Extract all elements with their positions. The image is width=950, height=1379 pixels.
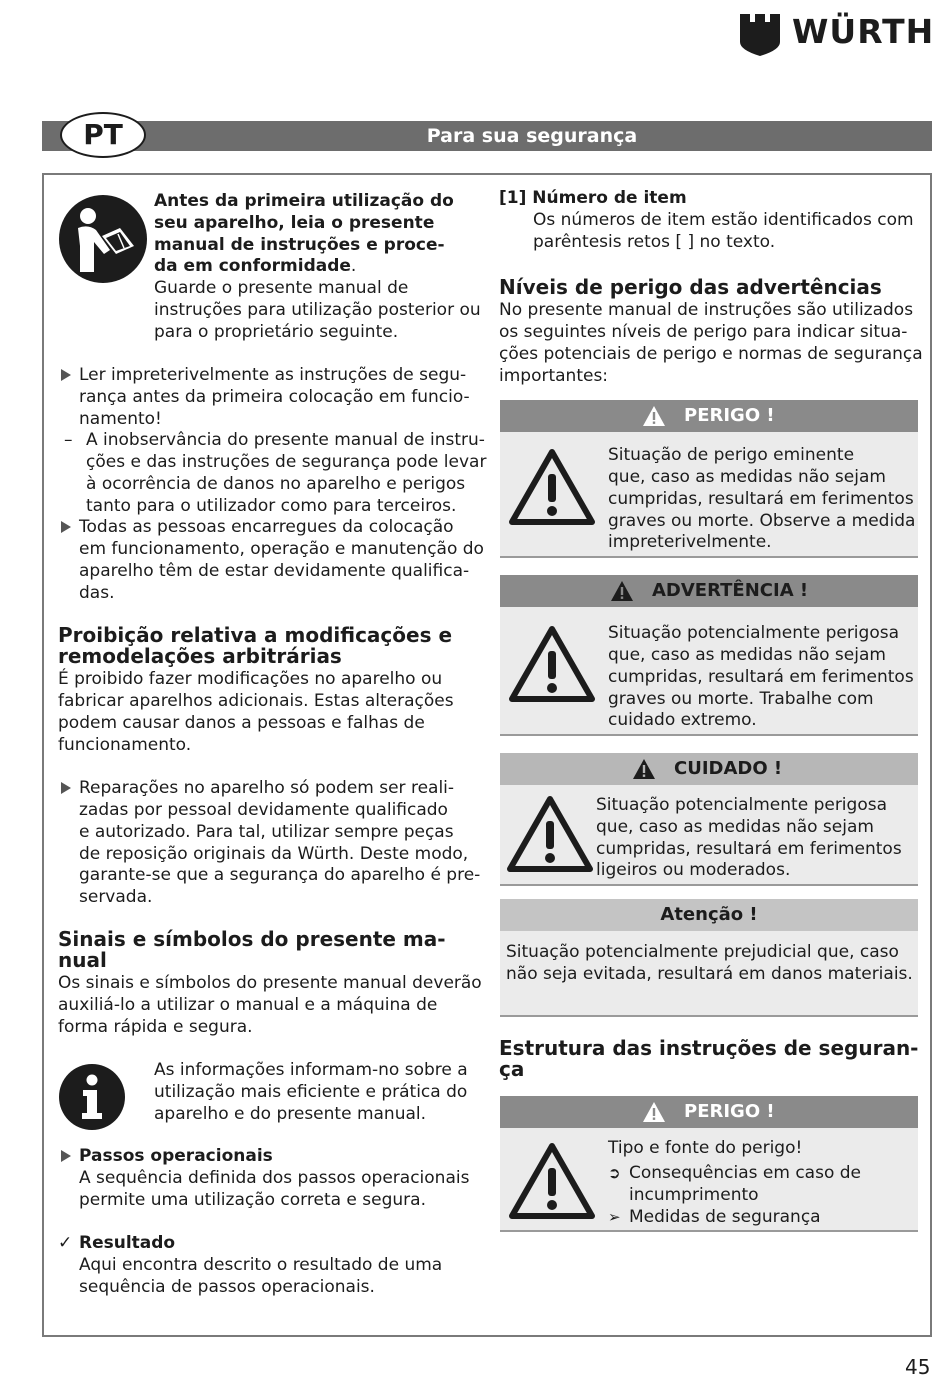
bullet-triangle-icon xyxy=(61,521,71,533)
advertencia-line-1: Situação potencialmente perigosa xyxy=(608,623,899,643)
steps-line-1: A sequência definida dos passos operacionais xyxy=(79,1168,470,1188)
prohib-line-2: fabricar aparelhos adicionais. Estas alterações xyxy=(58,691,454,711)
intro-bold-line-1: Antes da primeira utilização do xyxy=(154,191,454,211)
levels-line-2: os seguintes níveis de perigo para indicar situa- xyxy=(499,322,908,342)
result-line-2: sequência de passos operacionais. xyxy=(79,1277,375,1297)
advertencia-line-4: graves ou morte. Trabalhe com xyxy=(608,689,874,709)
bullet1-line-1: Ler impreterivelmente as instruções de segu- xyxy=(79,365,467,385)
dash-line-1: A inobservância do presente manual de instru- xyxy=(86,430,485,450)
levels-line-1: No presente manual de instruções são utilizados xyxy=(499,300,914,320)
warning-small-icon xyxy=(610,580,634,602)
perigo-line-2: que, caso as medidas não sejam xyxy=(608,467,886,487)
bullet3-line-1: Reparações no aparelho só podem ser reali- xyxy=(79,778,455,798)
heading-signs-line-2: nual xyxy=(58,948,107,972)
structure-consequence-line-1: Consequências em caso de xyxy=(629,1163,862,1183)
structure-perigo-header xyxy=(500,1096,918,1128)
dash-icon: – xyxy=(64,430,73,450)
perigo-header xyxy=(500,400,918,432)
cuidado-line-2: que, caso as medidas não sejam xyxy=(596,817,874,837)
intro-text-line-1: Guarde o presente manual de xyxy=(154,278,409,298)
cuidado-line-4: ligeiros ou moderados. xyxy=(596,860,791,880)
atencao-body xyxy=(500,931,918,1017)
brand-name: WÜRTH xyxy=(792,12,935,51)
bullet2-line-3: aparelho têm de estar devidamente qualifica- xyxy=(79,561,470,581)
structure-line-hazard: Tipo e fonte do perigo! xyxy=(608,1138,803,1158)
language-badge xyxy=(60,112,146,158)
intro-bold-line-4: da em conformidade xyxy=(154,256,351,276)
advertencia-label: ADVERTÊNCIA ! xyxy=(652,580,809,601)
wurth-logo-mark-icon xyxy=(740,14,780,56)
bullet2-line-4: das. xyxy=(79,583,115,603)
atencao-header xyxy=(500,899,918,931)
bullet3-line-4: de reposição originais da Würth. Deste modo, xyxy=(79,844,469,864)
bullet3-line-3: e autorizado. Para tal, utilizar sempre peças xyxy=(79,822,454,842)
info-line-3: aparelho e do presente manual. xyxy=(154,1104,427,1124)
dash-line-3: à ocorrência de danos no aparelho e perigos xyxy=(86,474,466,494)
bullet1-line-2: rança antes da primeira colocação em funcio- xyxy=(79,387,470,407)
heading-structure-line-2: ça xyxy=(499,1057,525,1081)
heading-prohibition-line-2: remodelações arbitrárias xyxy=(58,644,342,668)
perigo-line-1: Situação de perigo eminente xyxy=(608,445,855,465)
bullet3-line-6: servada. xyxy=(79,887,153,907)
advertencia-line-3: cumpridas, resultará em ferimentos xyxy=(608,667,914,687)
perigo-line-3: cumpridas, resultará em ferimentos xyxy=(608,489,914,509)
warning-large-icon xyxy=(508,625,596,703)
intro-bold-line-3: manual de instruções e proce- xyxy=(154,235,445,255)
consequence-arrow-icon: ➲ xyxy=(608,1164,621,1182)
warning-large-icon xyxy=(506,795,594,873)
item-number-title: [1] Número de item xyxy=(499,188,687,208)
warning-small-icon xyxy=(632,758,656,780)
read-manual-icon xyxy=(58,194,148,284)
perigo-label: PERIGO ! xyxy=(684,405,775,426)
signs-line-1: Os sinais e símbolos do presente manual deverão xyxy=(58,973,482,993)
structure-measures: Medidas de segurança xyxy=(629,1207,821,1227)
advertencia-line-2: que, caso as medidas não sejam xyxy=(608,645,886,665)
language-code: PT xyxy=(83,118,123,151)
warning-large-icon xyxy=(508,448,596,526)
section-header-bar xyxy=(42,121,932,151)
advertencia-line-5: cuidado extremo. xyxy=(608,710,757,730)
warning-small-icon xyxy=(642,1101,666,1123)
structure-consequence-line-2: incumprimento xyxy=(629,1185,759,1205)
bullet2-line-1: Todas as pessoas encarregues da colocação xyxy=(79,517,454,537)
intro-period: . xyxy=(350,256,357,276)
perigo-line-5: impreterivelmente. xyxy=(608,532,772,552)
bullet2-line-2: em funcionamento, operação e manutenção do xyxy=(79,539,484,559)
cuidado-header xyxy=(500,753,918,785)
intro-bold-line-2: seu aparelho, leia o presente xyxy=(154,213,435,233)
item-line-1: Os números de item estão identificados com xyxy=(533,210,914,230)
perigo-body xyxy=(500,432,918,558)
intro-text-line-3: para o proprietário seguinte. xyxy=(154,322,399,342)
dash-line-2: ções e das instruções de segurança pode levar xyxy=(86,452,487,472)
signs-line-3: forma rápida e segura. xyxy=(58,1017,253,1037)
atencao-line-2: não seja evitada, resultará em danos materiais. xyxy=(506,964,913,984)
cuidado-label: CUIDADO ! xyxy=(674,758,783,779)
atencao-line-1: Situação potencialmente prejudicial que, caso xyxy=(506,942,899,962)
result-line-1: Aqui encontra descrito o resultado de uma xyxy=(79,1255,443,1275)
warning-large-icon xyxy=(508,1142,596,1220)
cuidado-body xyxy=(500,785,918,886)
advertencia-header xyxy=(500,575,918,607)
heading-prohibition-line-1: Proibição relativa a modificações e xyxy=(58,623,453,647)
structure-perigo-body xyxy=(500,1128,918,1232)
levels-line-3: ções potenciais de perigo e normas de segurança xyxy=(499,344,923,364)
info-icon xyxy=(58,1063,126,1131)
checkmark-icon: ✓ xyxy=(58,1233,73,1253)
intro-text-line-2: instruções para utilização posterior ou xyxy=(154,300,481,320)
heading-danger-levels: Níveis de perigo das advertências xyxy=(499,275,882,299)
prohib-line-3: podem causar danos a pessoas e falhas de xyxy=(58,713,425,733)
bullet3-line-5: garante-se que a segurança do aparelho é pre- xyxy=(79,865,481,885)
steps-title: Passos operacionais xyxy=(79,1146,273,1166)
prohib-line-4: funcionamento. xyxy=(58,735,192,755)
info-line-2: utilização mais eficiente e prática do xyxy=(154,1082,468,1102)
page-title: Para sua segurança xyxy=(426,125,638,147)
heading-structure-line-1: Estrutura das instruções de seguran- xyxy=(499,1036,919,1060)
dash-line-4: tanto para o utilizador como para terceiros. xyxy=(86,496,457,516)
signs-line-2: auxiliá-lo a utilizar o manual e a máquina de xyxy=(58,995,438,1015)
atencao-label: Atenção ! xyxy=(660,904,758,925)
bullet-triangle-icon xyxy=(61,1150,71,1162)
info-line-1: As informações informam-no sobre a xyxy=(154,1060,468,1080)
bullet-triangle-icon xyxy=(61,369,71,381)
bullet1-line-3: namento! xyxy=(79,409,162,429)
page-number: 45 xyxy=(905,1355,931,1379)
levels-line-4: importantes: xyxy=(499,366,609,386)
prohib-line-1: É proibido fazer modificações no aparelho ou xyxy=(58,669,443,689)
result-title: Resultado xyxy=(79,1233,176,1253)
cuidado-line-1: Situação potencialmente perigosa xyxy=(596,795,887,815)
steps-line-2: permite uma utilização correta e segura. xyxy=(79,1190,426,1210)
perigo-line-4: graves ou morte. Observe a medida xyxy=(608,511,916,531)
warning-small-icon xyxy=(642,405,666,427)
wurth-logo xyxy=(740,14,935,56)
measure-arrow-icon: ➢ xyxy=(608,1208,621,1226)
bullet-triangle-icon xyxy=(61,782,71,794)
heading-signs-line-1: Sinais e símbolos do presente ma- xyxy=(58,927,446,951)
advertencia-body xyxy=(500,607,918,736)
structure-perigo-label: PERIGO ! xyxy=(684,1101,775,1122)
bullet3-line-2: zadas por pessoal devidamente qualificado xyxy=(79,800,448,820)
item-line-2: parêntesis retos [ ] no texto. xyxy=(533,232,776,252)
cuidado-line-3: cumpridas, resultará em ferimentos xyxy=(596,839,902,859)
intro-bold-line-4-wrap xyxy=(154,256,356,278)
